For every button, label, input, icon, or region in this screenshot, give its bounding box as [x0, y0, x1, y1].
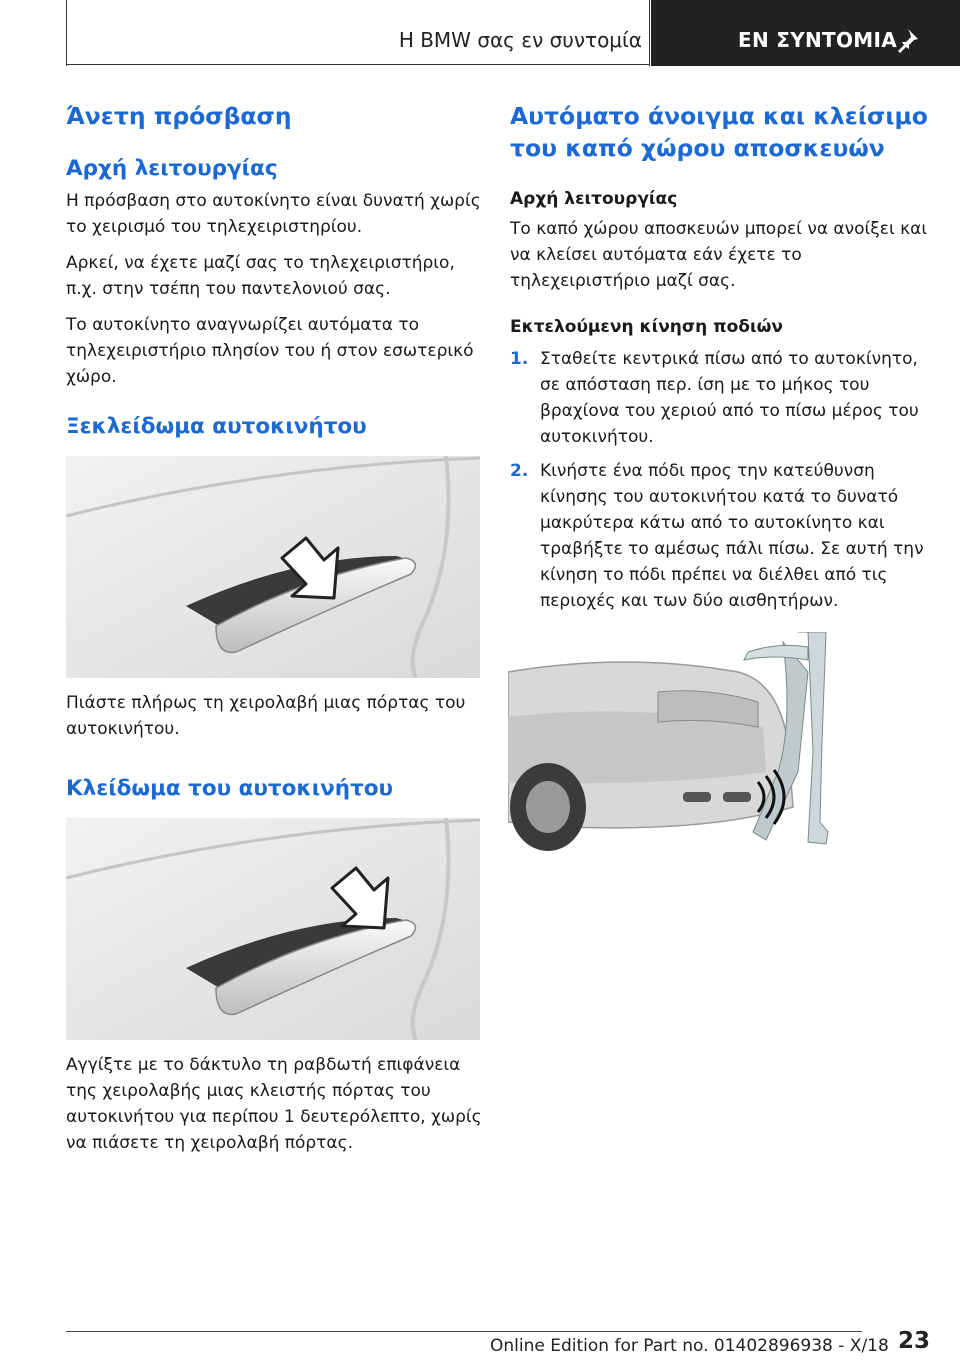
step-text: Σταθείτε κεντρικά πίσω από το αυτοκίνητο, σε απόσταση περ. ίση με το μήκος του βραχίονα του χεριού από το πίσω μέρος του αυτοκινήτου. [540, 349, 919, 447]
heading-trunk-principle: Αρχή λειτουργίας [510, 189, 678, 209]
header-chapter-title[interactable]: Η BMW σας εν συντομία [398, 28, 642, 52]
paragraph-principle-3: Το αυτοκίνητο αναγνωρίζει αυτόματα το τηλεχειριστήριο πλησίον του ή στον εσωτερικό χώρο. [66, 315, 474, 387]
header-left-rule [66, 0, 67, 66]
page-number: 23 [897, 1328, 930, 1354]
door-handle-lock-figure [66, 818, 480, 1040]
heading-unlock: Ξεκλείδωμα αυτοκινήτου [66, 414, 367, 439]
header-separator [649, 0, 650, 66]
paragraph-trunk-principle: Το καπό χώρου αποσκευών μπορεί να ανοίξει και να κλείσει αυτόματα εάν έχετε το τηλεχειριστήριο μαζί σας. [510, 219, 928, 291]
caption-lock: Αγγίξτε με το δάκτυλο τη ραβδωτή επιφάνεια της χειρολαβής μιας κλειστής πόρτας του αυτοκινήτου για περίπου 1 δευτερόλεπτο, χωρίς να πιάσετε τη χειρολαβή πόρτας. [66, 1055, 482, 1153]
paragraph-principle-1: Η πρόσβαση στο αυτοκίνητο είναι δυνατή χωρίς το χειρισμό του τηλεχειριστηρίου. [66, 191, 481, 237]
trunk-kick-gesture-figure [508, 632, 862, 852]
header-tab-summary[interactable] [651, 0, 960, 66]
caption-unlock: Πιάστε πλήρως τη χειρολαβή μιας πόρτας του αυτοκινήτου. [66, 693, 466, 739]
header-tab-label: ΕΝ ΣΥΝΤΟΜΙΑ [738, 28, 898, 52]
footer-edition-text: Online Edition for Part no. 01402896938 - X/18 [490, 1336, 889, 1356]
section-title-auto-trunk: Αυτόματο άνοιγμα και κλείσιμο του καπό χώρου αποσκευών [510, 102, 928, 162]
header-bottom-rule [66, 64, 650, 65]
left-column [66, 100, 482, 1156]
paragraph-principle-2: Αρκεί, να έχετε μαζί σας το τηλεχειριστήριο, π.χ. στην τσέπη του παντελονιού σας. [66, 253, 455, 299]
steps-list [510, 346, 930, 614]
step-text: Κινήστε ένα πόδι προς την κατεύθυνση κίνησης του αυτοκινήτου κατά το δυνατό μακρύτερα κάτω από το αυτοκίνητο και τραβήξτε το αμέσως πάλι πίσω. Σε αυτή την κίνηση το πόδι πρέπει να διέλθει από τις περιοχές και των δύο αισθητήρων. [540, 461, 924, 611]
section-title-comfort-access: Άνετη πρόσβαση [66, 102, 292, 130]
right-column [510, 100, 930, 852]
list-item [510, 458, 930, 614]
door-handle-unlock-figure [66, 456, 480, 678]
step-number: 1. [510, 349, 529, 369]
list-item [510, 346, 930, 450]
footer-rule [66, 1331, 862, 1332]
pin-icon [893, 26, 921, 54]
step-number: 2. [510, 461, 529, 481]
heading-principle: Αρχή λειτουργίας [66, 156, 278, 181]
heading-foot-movement: Εκτελούμενη κίνηση ποδιών [510, 317, 783, 337]
heading-lock: Κλείδωμα του αυτοκινήτου [66, 776, 394, 801]
